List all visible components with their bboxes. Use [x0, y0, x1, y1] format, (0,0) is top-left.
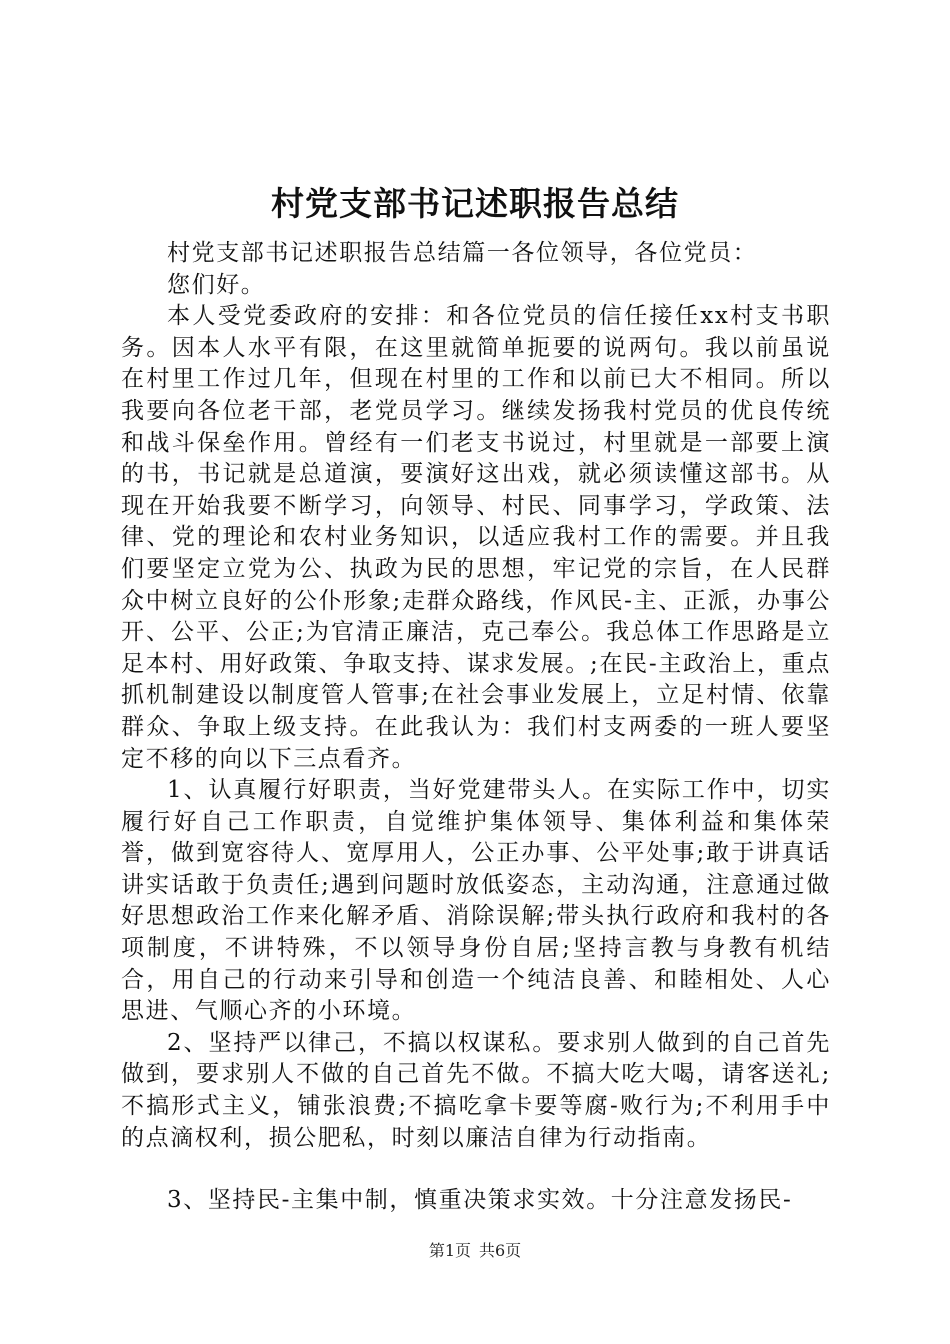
paragraph-greeting: 您们好。: [167, 271, 266, 298]
page-total: 共6页: [479, 1241, 522, 1260]
paragraph-point-2: 2、坚持严以律己，不搞以权谋私。要求别人做到的自己首先做到，要求别人不做的自己首先不做。不搞大吃大喝，请客送礼;不搞形式主义，铺张浪费;不搞吃拿卡要等腐-败行为;不利用手中的点滴权利，损公肥私，时刻以廉洁自律为行动指南。: [121, 1029, 831, 1151]
paragraph-point-3: 3、坚持民-主集中制，慎重决策求实效。十分注意发扬民-: [167, 1187, 793, 1214]
paragraph-introduction: 本人受党委政府的安排：和各位党员的信任接任xx村支书职务。因本人水平有限，在这里就简单扼要的说两句。我以前虽说在村里工作过几年，但现在村里的工作和以前已大不相同。所以我要向各位老干部，老党员学习。继续发扬我村党员的优良传统和战斗保垒作用。曾经有一们老支书说过，村里就是一部要上演的书，书记就是总道演，要演好这出戏，就必须读懂这部书。从现在开始我要不断学习，向领导、村民、同事学习，学政策、法律、党的理论和农村业务知识，以适应我村工作的需要。并且我们要坚定立党为公、执政为民的思想，牢记党的宗旨，在人民群众中树立良好的公仆形象;走群众路线，作风民-主、正派，办事公开、公平、公正;为官清正廉洁，克己奉公。我总体工作思路是立足本村、用好政策、争取支持、谋求发展。;在民-主政治上，重点抓机制建设以制度管人管事;在社会事业发展上，立足村情、依靠群众、争取上级支持。在此我认为：我们村支两委的一班人要坚定不移的向以下三点看齐。: [121, 303, 831, 772]
document-title: 村党支部书记述职报告总结: [271, 184, 679, 223]
paragraph-point-1: 1、认真履行好职责，当好党建带头人。在实际工作中，切实履行好自己工作职责，自觉维护集体领导、集体利益和集体荣誉，做到宽容待人、宽厚用人，公正办事、公平处事;敢于讲真话讲实话敢于负责任;遇到问题时放低姿态，主动沟通，注意通过做好思想政治工作来化解矛盾、消除误解;带头执行政府和我村的各项制度，不讲特殊，不以领导身份自居;坚持言教与身教有机结合，用自己的行动来引导和创造一个纯洁良善、和睦相处、人心思进、气顺心齐的小环境。: [121, 777, 831, 1025]
page-footer: [0, 1240, 950, 1262]
page-number: 第1页: [428, 1241, 471, 1260]
paragraph-salutation: 村党支部书记述职报告总结篇一各位领导，各位党员：: [167, 240, 758, 266]
document-body: [121, 238, 831, 1217]
